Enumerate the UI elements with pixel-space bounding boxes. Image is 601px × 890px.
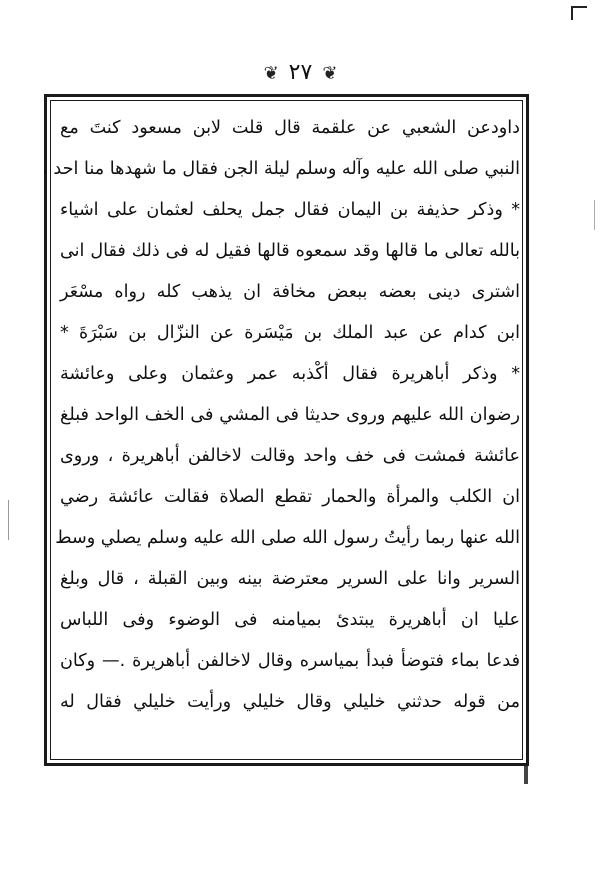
- page-header: [0, 58, 601, 89]
- body-line: داودعن الشعبي عن علقمة قال قلت لابن مسعود كنتَ مع: [60, 118, 520, 138]
- corner-crop-mark: [571, 6, 587, 20]
- body-line: بالله تعالى ما قالها وقد سمعوه قالها فقيل له فى ذلك فقال انى: [60, 241, 520, 261]
- body-line: الله عنها ربما رأيتُ رسول الله صلى الله عليه وسلم يصلي وسط: [55, 528, 520, 548]
- body-line: رضوان الله عليهم وروى حديثا فى المشي فى الخف الواحد فبلغ: [60, 405, 520, 425]
- body-line: عائشة فمشت فى خف واحد وقالت لاخالفن أباهريرة ، وروى: [60, 446, 520, 466]
- body-line: * وذكر أباهريرة فقال أكْذبه عمر وعثمان وعلى وعائشة: [60, 364, 520, 384]
- body-line: من قوله حدثني خليلي وقال خليلي ورأيت خليلي فقال له: [60, 692, 520, 712]
- body-line: ان الكلب والمرأة والحمار تقطع الصلاة فقالت عائشة رضي: [60, 487, 520, 507]
- body-line: النبي صلى الله عليه وآله وسلم ليلة الجن فقال ما شهدها منا احد ،: [42, 159, 520, 179]
- ornament-left-icon: ❦: [263, 63, 279, 84]
- body-line: * وذكر حذيفة بن اليمان فقال جمل يحلف لعثمان على اشياء: [60, 200, 520, 220]
- body-line: ابن كدام عن عبد الملك بن مَيْسَرة عن النزّال بن سَبْرَةَ *: [60, 323, 520, 343]
- scan-artifact-left: [8, 500, 9, 540]
- body-line: عليا ان أباهريرة يبتدئ بميامنه فى الوضوء وفى اللباس: [60, 610, 520, 630]
- page-number: ٢٧: [288, 60, 313, 85]
- body-line: فدعا بماء فتوضأ فبدأ بمياسره وقال لاخالفن أباهريرة .— وكان: [60, 651, 520, 671]
- frame-shadow-mark: [524, 766, 528, 784]
- ornament-right-icon: ❦: [322, 63, 338, 84]
- page-body: [42, 108, 520, 723]
- body-line: اشترى دينى بعضه ببعض مخافة ان يذهب كله رواه مسْعَر: [60, 282, 520, 302]
- body-line: السرير وانا على السرير معترضة بينه وبين القبلة ، قال وبلغ: [60, 569, 520, 589]
- scan-artifact-right: [594, 200, 595, 230]
